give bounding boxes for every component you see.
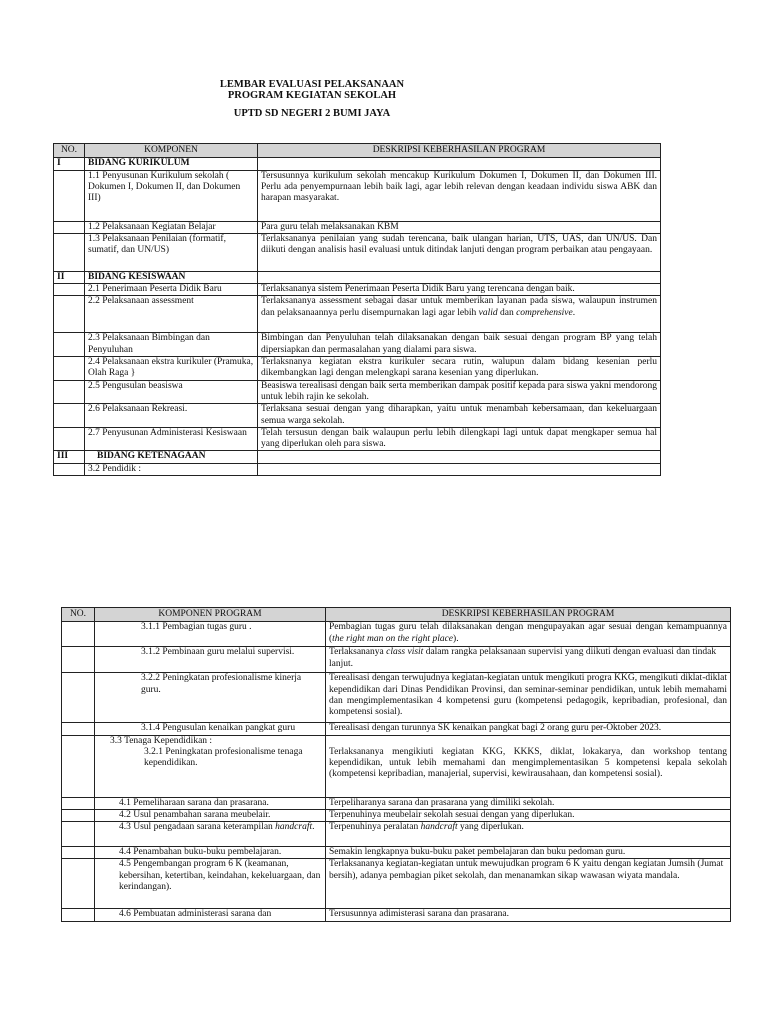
deskripsi-text: yang diperlukan.: [457, 822, 524, 833]
deskripsi-text: dan: [497, 307, 517, 318]
komponen-cell: 2.1 Penerimaan Peserta Didik Baru: [85, 284, 258, 296]
table-row: [54, 357, 661, 381]
komponen-subheading: 3.3 Tenaga Kependidikan :: [110, 735, 213, 746]
deskripsi-italic: the right man on the right place: [332, 633, 454, 644]
komponen-cell: 1.1 Penyusunan Kurikulum sekolah ( Dokumen I, Dokumen II, dan Dokumen III): [85, 170, 258, 221]
deskripsi-cell: Bimbingan dan Penyuluhan telah dilaksanakan dengan baik sesuai dengan program BP yang telah dipersiapkan dan permasalahan yang dialami para siswa.: [258, 333, 661, 357]
deskripsi-italic: handcraft: [420, 822, 458, 833]
no-cell: [62, 735, 95, 797]
deskripsi-italic: valid: [478, 307, 498, 318]
table-row: [54, 284, 661, 296]
table-row: [62, 822, 731, 847]
no-cell: [54, 333, 85, 357]
table-row: [54, 333, 661, 357]
deskripsi-cell: Terlaksananya penilaian yang sudah terencana, baik ulangan harian, UTS, UAS, dan UN/US. Dan diikuti dengan analisis hasil evaluasi untuk ditindak lanjuti dengan program perbaikan atau pengayaan.: [258, 233, 661, 271]
no-cell: [62, 809, 95, 821]
komponen-cell: 4.4 Penambahan buku-buku pembelajaran.: [95, 847, 326, 859]
komponen-cell: 2.4 Pelaksanaan ekstra kurikuler (Pramuka, Olah Raga }: [85, 357, 258, 381]
deskripsi-cell: [326, 622, 731, 647]
no-cell: [62, 622, 95, 647]
deskripsi-cell: Telah tersusun dengan baik walaupun perlu lebih dilengkapi lagi untuk dapat mengkaper semua hal yang diperlukan oleh para siswa.: [258, 427, 661, 451]
komponen-cell: [95, 822, 326, 847]
komponen-cell: 3.1.2 Pembinaan guru melalui supervisi.: [95, 647, 326, 673]
table-row: [54, 404, 661, 428]
deskripsi-text: ).: [453, 633, 459, 644]
table-row: [54, 427, 661, 451]
no-cell: [62, 673, 95, 723]
komponen-cell: 2.6 Pelaksanaan Rekreasi.: [85, 404, 258, 428]
evaluation-table-1: [53, 143, 661, 476]
komponen-cell: 4.6 Pembuatan administerasi sarana dan: [95, 909, 326, 921]
deskripsi-cell: Terpeliharanya sarana dan prasarana yang dimiliki sekolah.: [326, 797, 731, 809]
table-row: [54, 170, 661, 221]
komponen-text: 3.2.1 Peningkatan profesionalisme tenaga kependidikan.: [144, 746, 303, 769]
header-deskripsi: DESKRIPSI KEBERHASILAN PROGRAM: [326, 608, 731, 622]
no-cell: [54, 221, 85, 233]
table-row: [62, 847, 731, 859]
komponen-cell: 3.2 Pendidik :: [85, 463, 258, 475]
table-row: [62, 809, 731, 821]
deskripsi-cell: Semakin lengkapnya buku-buku paket pembelajaran dan buku pedoman guru.: [326, 847, 731, 859]
no-cell: [54, 463, 85, 475]
table-row: [62, 735, 731, 797]
no-cell: [62, 822, 95, 847]
komponen-cell: [95, 735, 326, 797]
deskripsi-cell: Para guru telah melaksanakan KBM: [258, 221, 661, 233]
table-row: [62, 647, 731, 673]
no-cell: [54, 296, 85, 333]
deskripsi-cell: Terlaksana sesuai dengan yang diharapkan, yaitu untuk menambah kebersamaan, dan kekeluargaan semua warga sekolah.: [258, 404, 661, 428]
komponen-cell: 2.5 Pengusulan beasiswa: [85, 380, 258, 404]
deskripsi-cell: [326, 735, 731, 797]
deskripsi-cell: Terpenuhinya meubelair sekolah sesuai dengan yang diperlukan.: [326, 809, 731, 821]
komponen-cell: 4.1 Pemeliharaan sarana dan prasarana.: [95, 797, 326, 809]
no-cell: [62, 909, 95, 921]
header-deskripsi: DESKRIPSI KEBERHASILAN PROGRAM: [258, 144, 661, 158]
table-row: [62, 673, 731, 723]
header-no: NO.: [62, 608, 95, 622]
deskripsi-cell: Beasiswa terealisasi dengan baik serta memberikan dampak positif kepada para siswa yakni mendorong untuk lebih rajin ke sekolah.: [258, 380, 661, 404]
komponen-cell: 2.3 Pelaksanaan Bimbingan dan Penyuluhan: [85, 333, 258, 357]
deskripsi-text: .: [572, 307, 576, 318]
section-number: I: [54, 158, 85, 170]
deskripsi-cell: [326, 822, 731, 847]
table-header: [54, 144, 661, 158]
table-row: [62, 723, 731, 735]
no-cell: [62, 647, 95, 673]
deskripsi-cell: Terlaksananya kegiatan-kegiatan untuk mewujudkan program 6 K yaitu dengan kegiatan Jumsih (Jumat bersih), adanya pembagian piket sekolah, dan menanamkan sikap wawasan wiyata mandala.: [326, 859, 731, 909]
section-row: [54, 158, 661, 170]
deskripsi-cell: [258, 463, 661, 475]
empty-cell: [258, 451, 661, 463]
deskripsi-text: Terlaksananya: [329, 647, 387, 658]
table-row: [54, 296, 661, 333]
no-cell: [54, 427, 85, 451]
deskripsi-cell: Tersusunnya kurikulum sekolah mencakup Kurikulum Dokumen I, Dokumen II, dan Dokumen III. Perlu ada penyempurnaan lebih baik lagi, agar lebih relevan dengan keadaan individu siswa ABK dan harapan masyarakat.: [258, 170, 661, 221]
deskripsi-text: Terlaksananya assessment sebagai dasar untuk memberikan layanan pada siswa, walaupun instrumen dan pelaksanaannya perlu disempurnakan lagi agar lebih: [261, 296, 657, 318]
empty-cell: [258, 158, 661, 170]
table-row: [62, 909, 731, 921]
no-cell: [54, 380, 85, 404]
komponen-text: 4.3 Usul pengadaan sarana keterampilan: [119, 822, 276, 833]
deskripsi-italic: class visit: [386, 647, 424, 658]
no-cell: [62, 847, 95, 859]
no-cell: [54, 404, 85, 428]
deskripsi-cell: Terealisasi dengan turunnya SK kenaikan pangkat bagi 2 orang guru per-Oktober 2023.: [326, 723, 731, 735]
deskripsi-text: Pembagian tugas guru telah dilaksanakan dengan mengupayakan agar sesuai dengan kemampuannya (: [329, 622, 727, 644]
empty-cell: [258, 271, 661, 283]
table-row: [54, 233, 661, 271]
no-cell: [62, 797, 95, 809]
header-komponen: KOMPONEN: [85, 144, 258, 158]
table-row: [54, 221, 661, 233]
deskripsi-cell: Terealisasi dengan terwujudnya kegiatan-kegiatan untuk mengikuti progra KKG, mengikuti diklat-diklat kependidikan dari Dinas Pendidikan Provinsi, dan seminar-seminar pendidikan, untuk lebih memahami dan mengimplementasikan 4 kompetensi guru (kompetensi pedagogik, kepribadian, profesional, dan kompetensi sosial).: [326, 673, 731, 723]
table-row: [54, 463, 661, 475]
no-cell: [54, 357, 85, 381]
section-row: [54, 451, 661, 463]
table-row: [54, 380, 661, 404]
komponen-cell: 1.3 Pelaksanaan Penilaian (formatif, sumatif, dan UN/US): [85, 233, 258, 271]
deskripsi-cell: Terlaksananya sistem Penerimaan Peserta Didik Baru yang terencana dengan baik.: [258, 284, 661, 296]
section-number: III: [54, 451, 85, 463]
komponen-cell: 3.1.1 Pembagian tugas guru .: [95, 622, 326, 647]
section-title: BIDANG KESISWAAN: [85, 271, 258, 283]
komponen-cell: 2.7 Penyusunan Administerasi Kesiswaan: [85, 427, 258, 451]
deskripsi-cell: [326, 647, 731, 673]
komponen-cell: 3.2.2 Peningkatan profesionalisme kinerja guru.: [95, 673, 326, 723]
no-cell: [54, 170, 85, 221]
evaluation-table-2: [61, 607, 731, 922]
header-no: NO.: [54, 144, 85, 158]
komponen-cell: 4.2 Usul penambahan sarana meubelair.: [95, 809, 326, 821]
section-title: BIDANG KETENAGAAN: [85, 451, 258, 463]
doc-title-school: UPTD SD NEGERI 2 BUMI JAYA: [233, 108, 391, 119]
komponen-cell: 3.1.4 Pengusulan kenaikan pangkat guru: [95, 723, 326, 735]
table-row: [62, 622, 731, 647]
deskripsi-cell: Tersusunnya adimisterasi sarana dan prasarana.: [326, 909, 731, 921]
table-header: [62, 608, 731, 622]
doc-title-line1: LEMBAR EVALUASI PELAKSANAAN: [219, 79, 405, 90]
no-cell: [54, 284, 85, 296]
komponen-italic: handcraft: [275, 822, 313, 833]
section-number: II: [54, 271, 85, 283]
no-cell: [62, 723, 95, 735]
table-row: [62, 859, 731, 909]
no-cell: [54, 233, 85, 271]
deskripsi-italic: comprehensive: [516, 307, 573, 318]
deskripsi-text: dalam rangka pelaksanaan supervisi yang diikuti dengan evaluasi dan tindak lanjut.: [329, 647, 717, 669]
deskripsi-cell: Terlaksnanya kegiatan ekstra kurikuler secara rutin, walupun dalam bidang kesenian perlu dikembangkan lagi dengan melengkapi sarana kesenian yang diperlukan.: [258, 357, 661, 381]
komponen-cell: 4.5 Pengembangan program 6 K (keamanan, kebersihan, ketertiban, keindahan, kekeluargaan, dan kerindangan).: [95, 859, 326, 909]
komponen-text: .: [312, 822, 315, 833]
no-cell: [62, 859, 95, 909]
komponen-cell: 2.2 Pelaksanaan assessment: [85, 296, 258, 333]
deskripsi-text: Terlaksananya mengikiuti kegiatan KKG, KKKS, diklat, lokakarya, dan workshop tentang kependidikan, untuk lebih memahami dan mengimplementasikan 5 kompetensi kepala sekolah (kompetensi kepribadian, manajerial, supervisi, kewirausahaan, dan kompetensi sosial).: [329, 746, 727, 780]
header-komponen: KOMPONEN PROGRAM: [95, 608, 326, 622]
doc-title-line2: PROGRAM KEGIATAN SEKOLAH: [227, 90, 397, 101]
section-row: [54, 271, 661, 283]
deskripsi-cell: [258, 296, 661, 333]
table-row: [62, 797, 731, 809]
section-title: BIDANG KURIKULUM: [85, 158, 258, 170]
deskripsi-text: Terpenuhinya peralatan: [329, 822, 421, 833]
komponen-cell: 1.2 Pelaksanaan Kegiatan Belajar: [85, 221, 258, 233]
